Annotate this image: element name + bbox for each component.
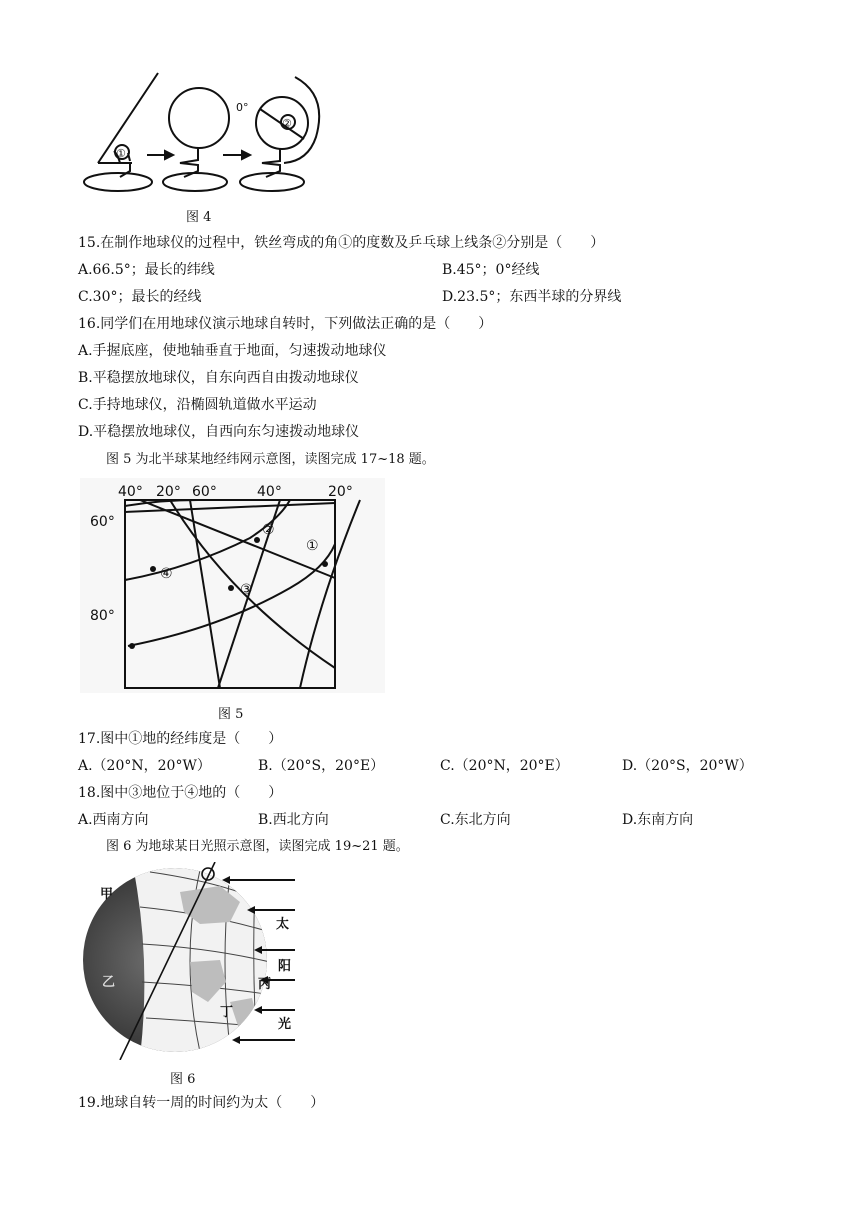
fig5-top-label-1: 40° (118, 484, 143, 500)
q18-option-b: B.西北方向 (258, 812, 329, 828)
q16-option-b: B.平稳摆放地球仪，自东向西自由拨动地球仪 (78, 370, 359, 386)
fig6-sun-char-2: 阳 (278, 959, 292, 974)
q15-option-b: B.45°；0°经线 (442, 262, 540, 278)
fig5-left-label-2: 80° (90, 608, 115, 624)
question-17-stem: 17.图中①地的经纬度是（ ） (78, 731, 283, 747)
fig6-label-ding: 丁 (220, 1005, 234, 1020)
q17-option-b: B.（20°S，20°E） (258, 758, 385, 774)
fig5-point-1: ① (306, 538, 319, 554)
question-16-stem: 16.同学们在用地球仪演示地球自转时，下列做法正确的是（ ） (78, 316, 493, 332)
q17-option-d: D.（20°S，20°W） (622, 758, 753, 774)
figure-6-illumination (80, 862, 305, 1060)
figure-5-graticule (80, 478, 385, 693)
fig4-line-label: ② (282, 117, 292, 130)
question-18-stem: 18.图中③地位于④地的（ ） (78, 785, 283, 801)
q16-option-a: A.手握底座，使地轴垂直于地面，匀速拨动地球仪 (78, 343, 387, 359)
fig4-zero-label: 0° (236, 101, 249, 114)
q18-option-c: C.东北方向 (440, 812, 511, 828)
fig5-left-label-1: 60° (90, 514, 115, 530)
fig6-sun-char-1: 太 (276, 917, 290, 932)
q17-option-c: C.（20°N，20°E） (440, 758, 569, 774)
fig5-point-3: ③ (240, 582, 253, 598)
fig6-sun-char-3: 光 (278, 1017, 292, 1032)
fig5-point-2: ② (262, 522, 275, 538)
fig6-label-yi: 乙 (102, 975, 116, 990)
q16-option-c: C.手持地球仪，沿椭圆轨道做水平运动 (78, 397, 317, 413)
fig5-top-label-4: 40° (257, 484, 282, 500)
q15-option-c: C.30°；最长的经线 (78, 289, 202, 305)
figure-4-globe-making (70, 65, 340, 200)
q18-option-a: A.西南方向 (78, 812, 149, 828)
q15-option-d: D.23.5°；东西半球的分界线 (442, 289, 622, 305)
fig6-label-jia: 甲 (100, 887, 114, 902)
figure-5-intro: 图 5 为北半球某地经纬网示意图，读图完成 17~18 题。 (106, 452, 435, 467)
fig5-top-label-2: 20° (156, 484, 181, 500)
q15-option-a: A.66.5°；最长的纬线 (78, 262, 215, 278)
figure-6-caption: 图 6 (170, 1072, 196, 1087)
fig5-top-label-3: 60° (192, 484, 217, 500)
fig4-angle-label: ① (116, 147, 126, 160)
figure-6-intro: 图 6 为地球某日光照示意图，读图完成 19~21 题。 (106, 839, 409, 854)
q17-option-a: A.（20°N，20°W） (78, 758, 211, 774)
q16-option-d: D.平稳摆放地球仪，自西向东匀速拨动地球仪 (78, 424, 360, 440)
figure-4-caption: 图 4 (186, 210, 212, 225)
question-15-stem: 15.在制作地球仪的过程中，铁丝弯成的角①的度数及乒乓球上线条②分别是（ ） (78, 235, 605, 251)
fig5-top-label-5: 20° (328, 484, 353, 500)
question-19-stem: 19.地球自转一周的时间约为太（ ） (78, 1095, 325, 1111)
figure-5-caption: 图 5 (218, 707, 244, 722)
fig5-point-4: ④ (160, 566, 173, 582)
q18-option-d: D.东南方向 (622, 812, 694, 828)
fig6-label-bing: 丙 (258, 977, 272, 992)
